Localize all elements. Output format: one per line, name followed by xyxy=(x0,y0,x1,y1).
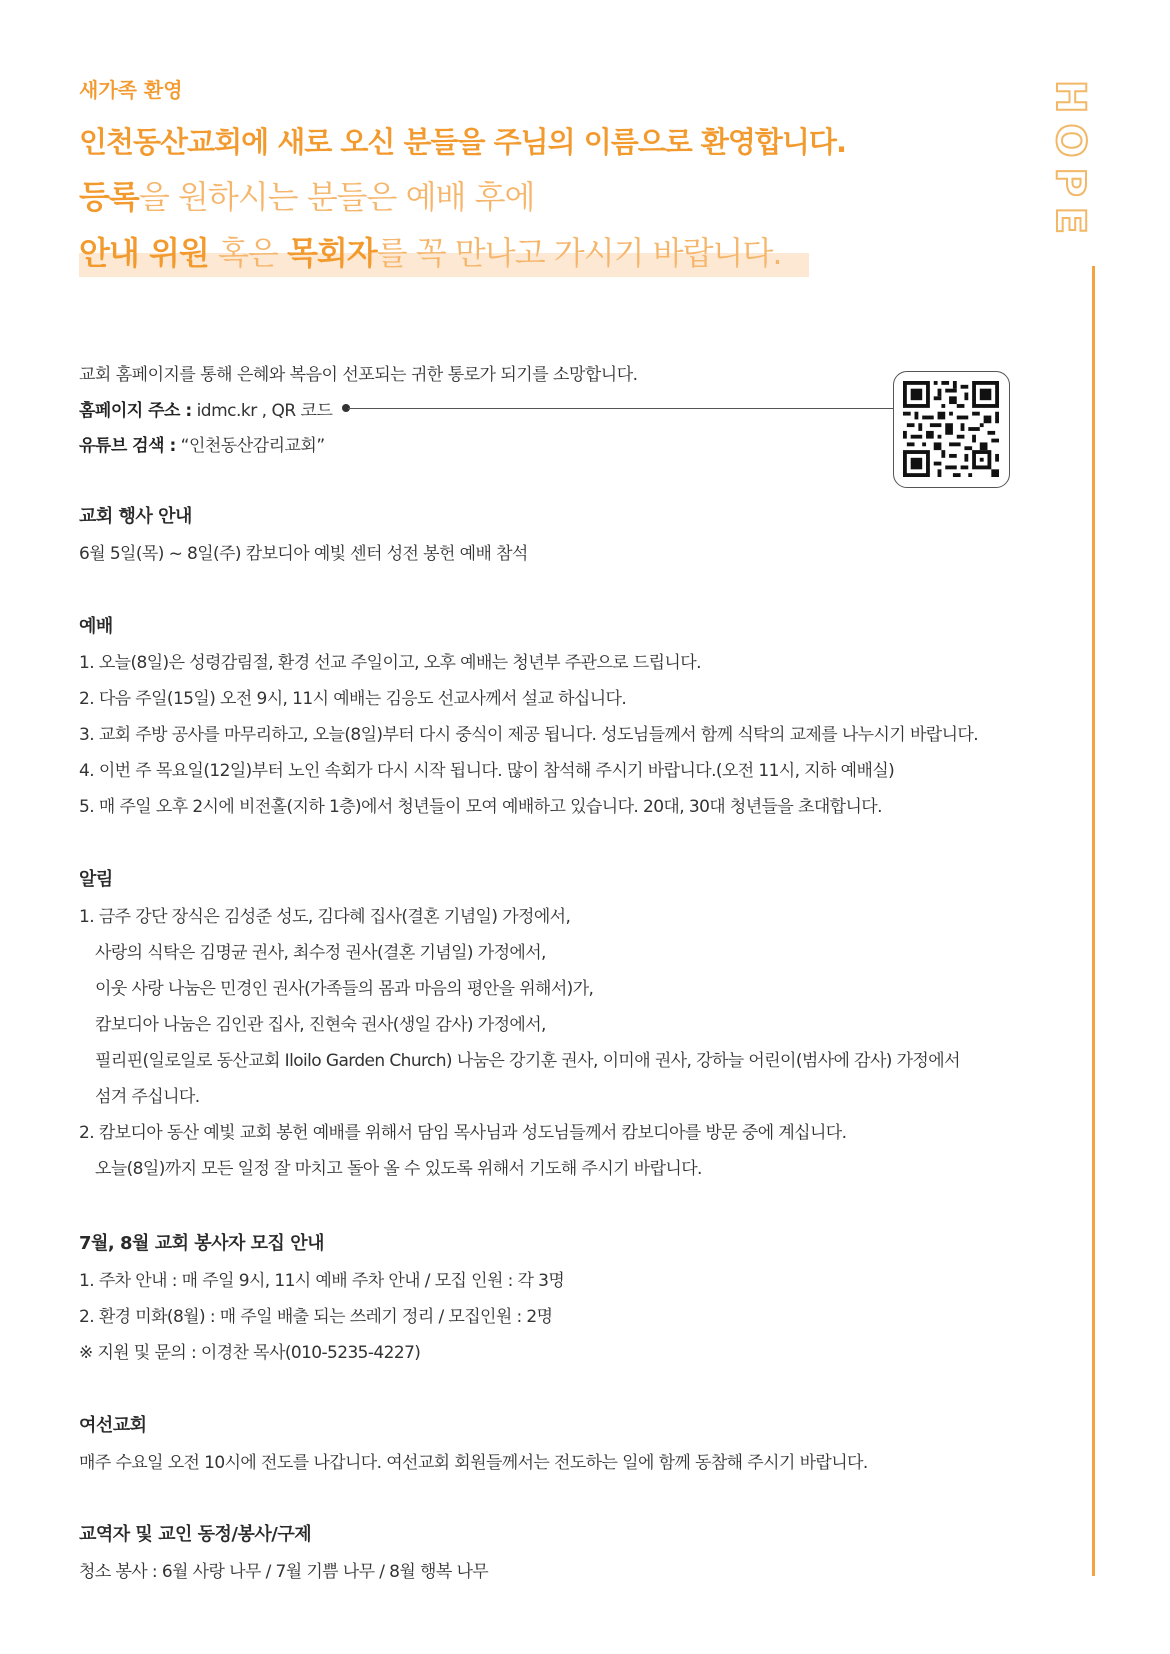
worship-title: 예배 xyxy=(79,616,113,637)
welcome-headline: 인천동산교회에 새로 오신 분들을 주님의 이름으로 환영합니다. xyxy=(79,125,846,159)
notice-item: 캄보디아 나눔은 김인관 집사, 진현숙 권사(생일 감사) 가정에서, xyxy=(95,1015,546,1035)
welcome-tag: 새가족 환영 xyxy=(79,78,183,102)
women-title: 여선교회 xyxy=(79,1415,147,1436)
notice-title: 알림 xyxy=(79,869,113,890)
contact-rest: 를 꼭 만나고 가시기 바랍니다. xyxy=(376,234,782,272)
qr-code[interactable] xyxy=(893,371,1010,488)
volunteer-item: 2. 환경 미화(8월) : 매 주일 배출 되는 쓰레기 정리 / 모집인원 : 2명 xyxy=(79,1307,553,1327)
qr-code-icon xyxy=(903,381,999,477)
notice-item: 사랑의 식탁은 김명균 권사, 최수정 권사(결혼 기념일) 가정에서, xyxy=(95,943,546,963)
contact-mid: 혹은 xyxy=(208,234,287,272)
notice-item: 이웃 사랑 나눔은 민경인 권사(가족들의 몸과 마음의 평안을 위해서)가, xyxy=(95,979,594,999)
guide-keyword: 안내 위원 xyxy=(79,234,209,272)
youtube-value: “인천동산감리교회” xyxy=(175,436,325,456)
worship-item: 2. 다음 주일(15일) 오전 9시, 11시 예배는 김응도 선교사께서 설교 하십니다. xyxy=(79,689,627,709)
notice-item: 1. 금주 강단 장식은 김성준 성도, 김다혜 집사(결혼 기념일) 가정에서, xyxy=(79,907,571,927)
registration-text: 을 원하시는 분들은 예배 후에 xyxy=(138,178,535,216)
service-item: 청소 봉사 : 6월 사랑 나무 / 7월 기쁨 나무 / 8월 행복 나무 xyxy=(79,1562,489,1582)
volunteer-title: 7월, 8월 교회 봉사자 모집 안내 xyxy=(79,1233,324,1254)
events-title: 교회 행사 안내 xyxy=(79,506,192,527)
welcome-registration-line xyxy=(79,172,534,218)
notice-item: 오늘(8일)까지 모든 일정 잘 마치고 돌아 올 수 있도록 위해서 기도해 주시기 바랍니다. xyxy=(95,1159,702,1179)
hope-side-text: HOPE xyxy=(1047,80,1093,245)
notice-item: 2. 캄보디아 동산 예빛 교회 봉헌 예배를 위해서 담임 목사님과 성도님들께서 캄보디아를 방문 중에 계십니다. xyxy=(79,1123,847,1143)
volunteer-item: 1. 주차 안내 : 매 주일 9시, 11시 예배 주차 안내 / 모집 인원 : 각 3명 xyxy=(79,1271,565,1291)
worship-item: 4. 이번 주 목요일(12일)부터 노인 속회가 다시 시작 됩니다. 많이 참석해 주시기 바랍니다.(오전 11시, 지하 예배실) xyxy=(79,761,895,781)
service-title: 교역자 및 교인 동정/봉사/구제 xyxy=(79,1524,312,1545)
connector-line xyxy=(348,408,894,409)
homepage-address xyxy=(79,396,332,421)
youtube-label: 유튜브 검색 : xyxy=(79,436,176,456)
events-item: 6월 5일(목) ~ 8일(주) 캄보디아 예빛 센터 성전 봉헌 예배 참석 xyxy=(79,544,528,564)
notice-item: 섬겨 주십니다. xyxy=(95,1087,200,1107)
women-item: 매주 수요일 오전 10시에 전도를 나갑니다. 여선교회 회원들께서는 전도하는 일에 함께 동참해 주시기 바랍니다. xyxy=(79,1453,868,1473)
side-divider xyxy=(1092,266,1095,1576)
notice-item: 필리핀(일로일로 동산교회 Iloilo Garden Church) 나눔은 강기훈 권사, 이미애 권사, 강하늘 어린이(범사에 감사) 가정에서 xyxy=(95,1051,960,1071)
welcome-contact-line xyxy=(79,228,782,274)
homepage-intro: 교회 홈페이지를 통해 은혜와 복음이 선포되는 귀한 통로가 되기를 소망합니다. xyxy=(79,365,638,385)
volunteer-contact: ※ 지원 및 문의 : 이경찬 목사(010-5235-4227) xyxy=(79,1343,421,1363)
youtube-search xyxy=(79,431,325,456)
homepage-value[interactable]: idmc.kr , QR 코드 xyxy=(191,401,333,421)
registration-keyword: 등록 xyxy=(79,178,139,216)
pastor-keyword: 목회자 xyxy=(286,234,377,272)
worship-item: 5. 매 주일 오후 2시에 비전홀(지하 1층)에서 청년들이 모여 예배하고 있습니다. 20대, 30대 청년들을 초대합니다. xyxy=(79,797,882,817)
worship-item: 1. 오늘(8일)은 성령감림절, 환경 선교 주일이고, 오후 예배는 청년부 주관으로 드립니다. xyxy=(79,653,701,673)
worship-item: 3. 교회 주방 공사를 마무리하고, 오늘(8일)부터 다시 중식이 제공 됩니다. 성도님들께서 함께 식탁의 교제를 나누시기 바랍니다. xyxy=(79,725,979,745)
homepage-label: 홈페이지 주소 : xyxy=(79,401,192,421)
